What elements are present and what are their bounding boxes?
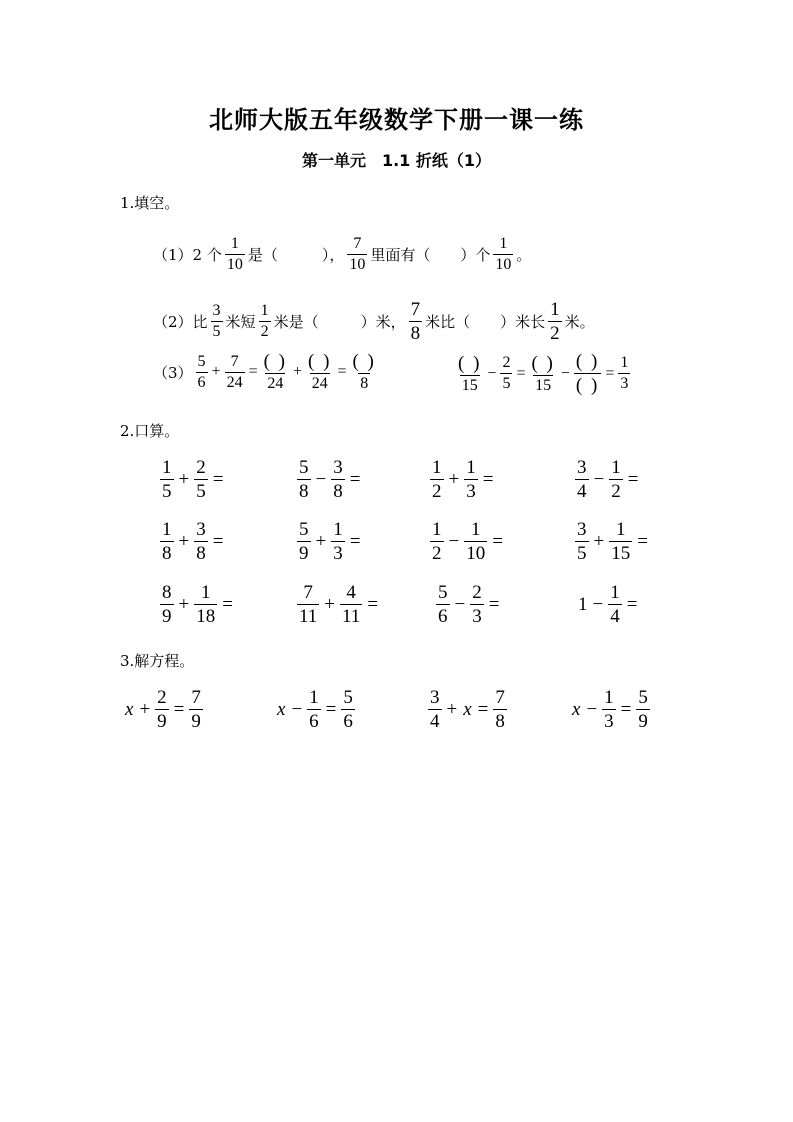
numerator: 1	[615, 519, 626, 540]
denominator: 18	[196, 606, 216, 627]
fraction	[211, 303, 223, 340]
question-1-3-b	[454, 352, 632, 395]
fraction	[493, 688, 507, 731]
numerator: 3	[333, 457, 343, 478]
denominator: 24	[226, 373, 243, 391]
equals-sign: =	[637, 530, 648, 552]
numerator: 7	[353, 235, 362, 252]
numerator: 7	[410, 299, 421, 320]
denominator: 8	[333, 481, 343, 502]
fraction	[636, 688, 650, 731]
equals-sign: =	[620, 698, 632, 720]
equals-sign: =	[212, 468, 224, 490]
numerator: 3	[196, 519, 206, 540]
numerator: 1	[162, 519, 172, 540]
denominator: 6	[343, 711, 353, 732]
denominator: 4	[610, 606, 620, 627]
numerator: 7	[495, 687, 505, 708]
equals-sign: =	[349, 468, 361, 490]
mental-math-item	[428, 458, 496, 501]
operator: +	[139, 698, 151, 720]
mental-math-item	[158, 458, 226, 501]
numerator: 5	[299, 457, 309, 478]
denominator: 8	[196, 543, 206, 564]
operator: +	[593, 530, 605, 552]
numerator: 7	[191, 687, 201, 708]
denominator: 2	[550, 323, 560, 344]
numerator-blank[interactable]: ( )	[575, 351, 600, 372]
denominator: 2	[260, 323, 269, 340]
operator: −	[487, 364, 497, 382]
q1-text: 是（	[247, 246, 278, 264]
fraction	[225, 354, 245, 391]
equals-sign: =	[516, 364, 526, 382]
fraction	[409, 300, 423, 343]
numerator: 1	[309, 687, 319, 708]
numerator: 5	[438, 582, 448, 603]
denominator: 3	[466, 481, 476, 502]
numerator: 8	[162, 582, 172, 603]
mental-math-item	[573, 520, 651, 563]
numerator-blank[interactable]: ( )	[531, 352, 555, 374]
numerator: 1	[611, 457, 621, 478]
fraction	[259, 303, 271, 340]
numerator: 2	[196, 457, 206, 478]
fraction	[160, 520, 174, 563]
q3-label: （3）	[153, 363, 193, 382]
equation-item	[426, 688, 509, 731]
fraction	[548, 300, 562, 343]
fraction-blank[interactable]	[456, 354, 483, 394]
equals-sign: =	[488, 593, 500, 615]
denominator: 11	[299, 606, 318, 627]
fraction	[608, 583, 622, 626]
denominator: 11	[342, 606, 361, 627]
operator: −	[560, 364, 570, 382]
equals-sign: =	[248, 363, 258, 380]
numerator: 1	[230, 235, 239, 252]
equals-sign: =	[477, 698, 489, 720]
operator: +	[324, 593, 336, 615]
fraction	[464, 520, 487, 563]
variable-x: x	[125, 698, 134, 720]
numerator: 3	[577, 457, 587, 478]
fraction	[575, 520, 589, 563]
denominator: 15	[461, 376, 478, 394]
operator: +	[446, 698, 458, 720]
numerator: 2	[502, 354, 511, 371]
q2-text: 米是（	[273, 313, 319, 331]
denominator: 5	[502, 375, 511, 392]
mental-math-item	[434, 583, 502, 626]
denominator: 8	[410, 323, 421, 344]
fraction	[500, 355, 512, 392]
denominator: 24	[311, 375, 328, 392]
fraction	[430, 520, 444, 563]
numerator: 3	[430, 687, 440, 708]
denominator: 8	[495, 711, 505, 732]
variable-x: x	[463, 698, 472, 720]
denominator: 9	[157, 711, 167, 732]
operator: −	[291, 698, 303, 720]
numerator: 2	[157, 687, 167, 708]
numerator-blank[interactable]: ( )	[263, 351, 288, 372]
numerator: 5	[638, 687, 648, 708]
operator: −	[454, 593, 466, 615]
numerator: 1	[499, 235, 508, 252]
denominator: 3	[333, 543, 343, 564]
operator: +	[178, 593, 190, 615]
fraction	[155, 688, 169, 731]
operator: +	[293, 363, 303, 380]
fraction-blank[interactable]	[306, 352, 333, 392]
variable-x: x	[277, 698, 286, 720]
fraction	[340, 583, 362, 626]
variable-x: x	[572, 698, 581, 720]
q2-text: 米比（	[425, 313, 471, 331]
denominator: 15	[535, 376, 552, 394]
section-2-heading: 2.口算。	[120, 422, 180, 440]
mental-math-item	[158, 520, 226, 563]
fraction-blank[interactable]	[574, 352, 601, 395]
fraction	[493, 236, 513, 273]
equals-sign: =	[367, 593, 379, 615]
operator: +	[448, 468, 460, 490]
fraction	[430, 458, 444, 501]
q2-text: ）米，	[360, 313, 406, 331]
q2-text: ）米长	[500, 313, 546, 331]
equals-sign: =	[349, 530, 361, 552]
equals-sign: =	[212, 530, 224, 552]
denominator: 5	[212, 323, 221, 340]
question-1-3	[152, 352, 380, 392]
operator: +	[178, 530, 190, 552]
denominator: 8	[299, 481, 309, 502]
numerator: 1	[470, 519, 481, 540]
numerator-blank[interactable]: ( )	[352, 351, 376, 372]
numerator: 3	[212, 302, 221, 319]
operator: −	[593, 468, 605, 490]
numerator: 2	[472, 582, 482, 603]
denominator: 2	[432, 543, 442, 564]
denominator: 3	[472, 606, 482, 627]
fraction	[160, 583, 174, 626]
mental-math-item	[158, 583, 236, 626]
denominator: 3	[620, 375, 629, 392]
q1-text: 。	[516, 246, 532, 264]
mental-math-item	[295, 458, 363, 501]
denominator: 5	[577, 543, 587, 564]
numerator: 1	[432, 519, 442, 540]
question-1-2	[152, 300, 596, 343]
fraction	[297, 583, 319, 626]
fraction	[347, 236, 367, 273]
equals-sign: =	[337, 363, 347, 380]
fraction	[609, 458, 623, 501]
equation-item	[274, 688, 357, 731]
fraction	[194, 583, 217, 626]
equals-sign: =	[222, 593, 233, 615]
denominator: 8	[360, 375, 369, 392]
denominator: 4	[577, 481, 587, 502]
fraction	[297, 458, 311, 501]
section-3-heading: 3.解方程。	[120, 652, 195, 670]
equation-item	[569, 688, 652, 731]
fraction	[436, 583, 450, 626]
fraction	[341, 688, 355, 731]
numerator: 1	[432, 457, 442, 478]
q1-text: ），	[321, 246, 345, 264]
fraction	[602, 688, 616, 731]
operator: −	[586, 698, 598, 720]
fraction	[194, 458, 208, 501]
numerator: 1	[550, 299, 560, 320]
denominator: 2	[432, 481, 442, 502]
operator: −	[315, 468, 327, 490]
fraction	[160, 458, 174, 501]
fraction	[470, 583, 484, 626]
numerator: 7	[303, 582, 313, 603]
fraction	[307, 688, 321, 731]
numerator: 1	[200, 582, 211, 603]
fraction-blank[interactable]	[529, 354, 556, 394]
denominator: 2	[611, 481, 621, 502]
denominator: 15	[611, 543, 631, 564]
fraction	[331, 458, 345, 501]
denominator: 3	[604, 711, 614, 732]
equals-sign: =	[173, 698, 185, 720]
q1-text: 里面有（	[370, 246, 431, 264]
q2-text: 米短	[225, 313, 256, 331]
numerator: 3	[577, 519, 587, 540]
denominator: 9	[299, 543, 309, 564]
denominator: 5	[196, 481, 206, 502]
denominator: 4	[430, 711, 440, 732]
equals-sign: =	[605, 364, 615, 382]
numerator: 1	[604, 687, 614, 708]
fraction-blank[interactable]	[262, 352, 289, 392]
denominator: 6	[197, 373, 206, 391]
section-1-heading: 1.填空。	[120, 194, 180, 212]
numerator-blank[interactable]: ( )	[308, 351, 332, 372]
numerator: 5	[299, 519, 309, 540]
fraction	[189, 688, 203, 731]
numerator: 1	[466, 457, 476, 478]
equals-sign: =	[626, 593, 638, 615]
numerator: 1	[620, 354, 629, 371]
numerator: 1	[260, 302, 269, 319]
numerator: 1	[610, 582, 620, 603]
question-1-1	[152, 236, 532, 273]
numerator: 4	[346, 582, 356, 603]
numerator: 1	[333, 519, 343, 540]
denominator: 10	[349, 256, 366, 273]
fraction	[331, 520, 345, 563]
fraction	[618, 355, 630, 392]
q1-text: ）个	[460, 246, 491, 264]
equals-sign: =	[627, 468, 639, 490]
mental-math-item	[295, 583, 381, 626]
denominator: 9	[191, 711, 201, 732]
fraction	[428, 688, 442, 731]
denominator: 9	[638, 711, 648, 732]
denominator-blank[interactable]: ( )	[575, 375, 600, 396]
fraction	[297, 520, 311, 563]
equals-sign: =	[492, 530, 503, 552]
operator: −	[448, 530, 460, 552]
q2-text: 米。	[564, 313, 595, 331]
numerator: 5	[343, 687, 353, 708]
numerator-blank[interactable]: ( )	[458, 352, 482, 374]
fraction	[464, 458, 478, 501]
denominator: 24	[267, 375, 284, 392]
equation-item	[122, 688, 205, 731]
denominator: 9	[162, 606, 172, 627]
whole-number: 1	[578, 593, 588, 615]
denominator: 5	[162, 481, 172, 502]
denominator: 10	[226, 256, 243, 273]
operator: +	[211, 363, 221, 380]
denominator: 10	[495, 256, 512, 273]
numerator: 5	[197, 352, 206, 370]
fraction	[225, 236, 245, 273]
q2-label: （2）比	[153, 313, 208, 331]
fraction	[194, 520, 208, 563]
fraction	[575, 458, 589, 501]
mental-math-item	[295, 520, 363, 563]
numerator: 1	[162, 457, 172, 478]
operator: −	[592, 593, 604, 615]
fraction-blank[interactable]	[350, 352, 377, 392]
operator: +	[178, 468, 190, 490]
denominator: 6	[438, 606, 448, 627]
page-title: 北师大版五年级数学下册一课一练	[209, 106, 584, 134]
numerator: 7	[230, 352, 239, 370]
mental-math-item	[578, 583, 640, 626]
denominator: 10	[466, 543, 486, 564]
denominator: 6	[309, 711, 319, 732]
fraction	[196, 354, 208, 391]
equals-sign: =	[325, 698, 337, 720]
page-subtitle: 第一单元 1.1 折纸（1）	[301, 151, 492, 170]
operator: +	[315, 530, 327, 552]
fraction	[609, 520, 632, 563]
q1-label: （1）2 个	[153, 246, 222, 264]
equals-sign: =	[482, 468, 494, 490]
denominator: 8	[162, 543, 172, 564]
mental-math-item	[573, 458, 641, 501]
mental-math-item	[428, 520, 506, 563]
